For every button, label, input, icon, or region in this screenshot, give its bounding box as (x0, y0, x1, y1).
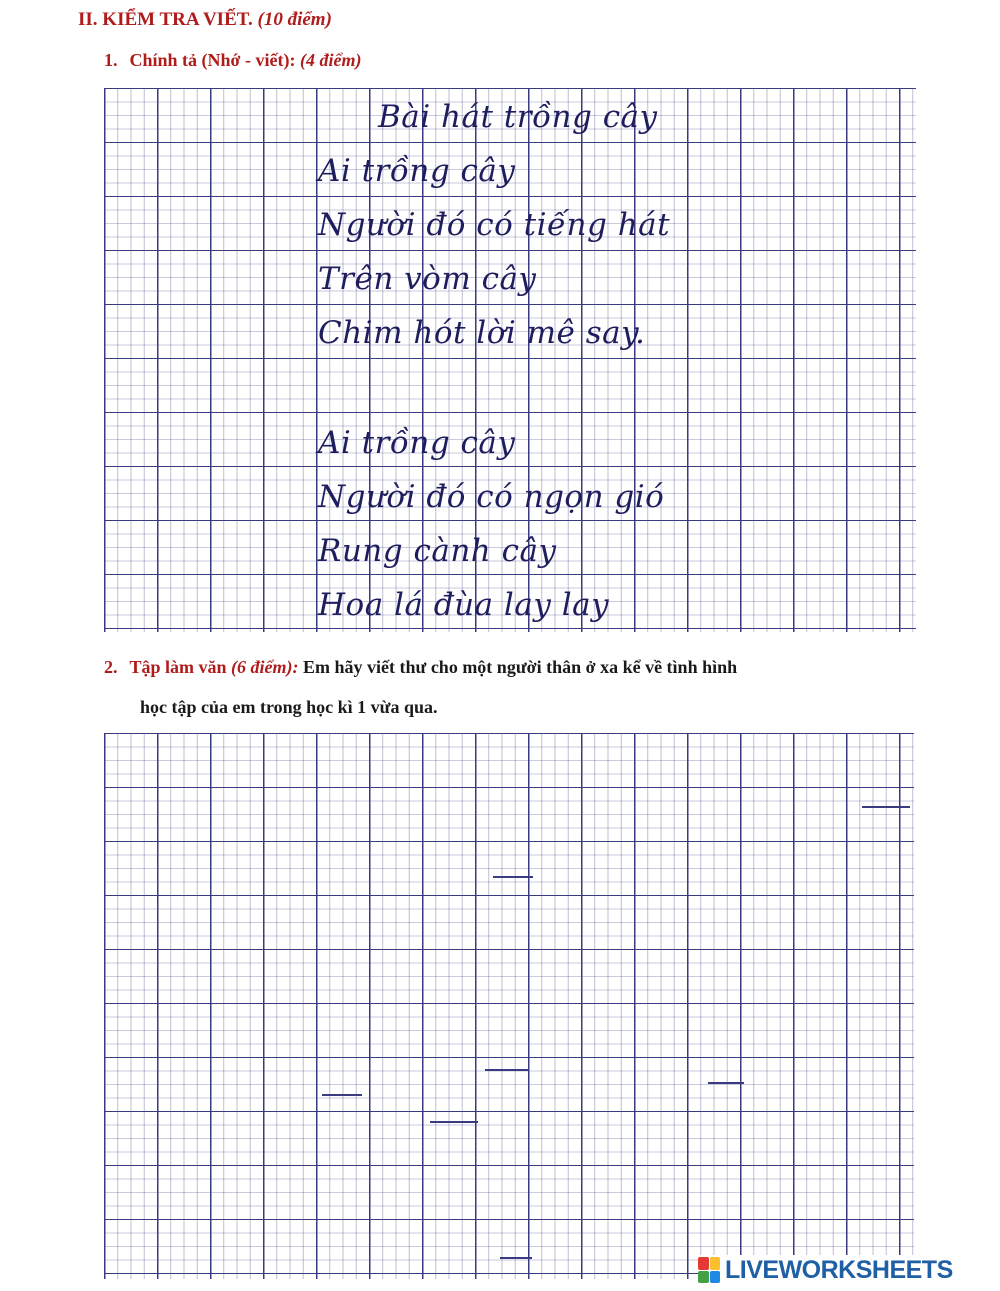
grid-dash-mark (500, 1257, 532, 1259)
poem-line: Người đó có tiếng hát (318, 207, 671, 243)
part2-points: (6 điểm): (231, 657, 299, 677)
poem-line: Ai trồng cây (318, 153, 516, 189)
part2-prompt-continued: học tập của em trong học kì 1 vừa qua. (140, 697, 438, 717)
poem-line: Chim hót lời mê say. (318, 315, 646, 351)
grid-dash-mark (430, 1121, 478, 1123)
part1-heading (104, 50, 361, 71)
part2-label: Tập làm văn (129, 657, 227, 677)
grid-dash-mark (485, 1069, 529, 1071)
poem-line: Rung cành cây (318, 533, 557, 569)
poem-line: Ai trồng cây (318, 425, 516, 461)
grid-dash-mark (322, 1094, 362, 1096)
part1-label: Chính tả (Nhớ - viết): (129, 50, 296, 70)
part1-points: (4 điểm) (299, 50, 362, 70)
part2-heading (104, 657, 737, 678)
grid-dash-mark (708, 1082, 744, 1084)
poem-line: Hoa lá đùa lay lay (318, 587, 610, 623)
part2-prompt: Em hãy viết thư cho một người thân ở xa kể về tình hình (303, 657, 738, 677)
liveworksheets-logo (698, 1255, 994, 1285)
part1-number: 1. (104, 50, 118, 70)
logo-mark-tile (698, 1257, 709, 1270)
logo-text: LIVEWORKSHEETS (725, 1255, 953, 1284)
poem-line: Người đó có ngọn gió (318, 479, 665, 515)
section-points: (10 điểm) (257, 9, 332, 30)
section-heading (78, 9, 332, 31)
logo-mark-icon (698, 1257, 720, 1283)
stanza-gap (318, 358, 648, 414)
poem-title: Bài hát trồng cây (378, 99, 658, 135)
grid-dash-mark (862, 806, 910, 808)
essay-writing-grid[interactable] (104, 733, 914, 1279)
logo-mark-tile (710, 1257, 721, 1270)
poem-line: Trên vòm cây (318, 261, 537, 297)
grid-dash-mark (493, 876, 533, 878)
logo-mark-tile (710, 1271, 721, 1284)
logo-mark-tile (698, 1271, 709, 1284)
poem (318, 88, 671, 630)
section-label: II. KIỂM TRA VIẾT. (78, 9, 253, 30)
part2-number: 2. (104, 657, 118, 677)
